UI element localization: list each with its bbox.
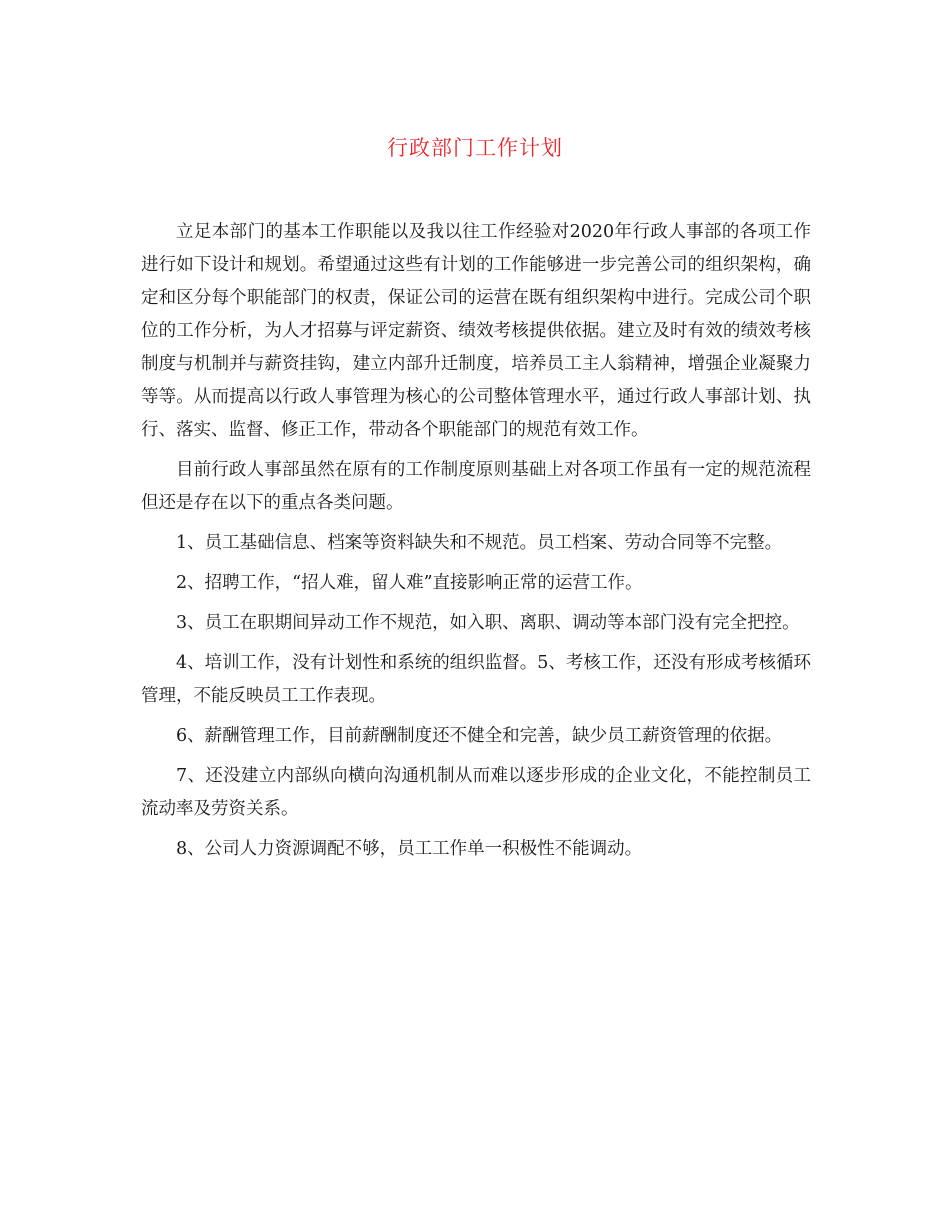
- list-item-3: 3、员工在职期间异动工作不规范，如入职、离职、调动等本部门没有完全把控。: [176, 613, 800, 633]
- list-item-6: 6、薪酬管理工作，目前薪酬制度还不健全和完善，缺少员工薪资管理的依据。: [176, 726, 783, 746]
- list-item-1: 1、员工基础信息、档案等资料缺失和不规范。员工档案、劳动合同等不完整。: [176, 533, 783, 553]
- list-item-7: 7、还没建立内部纵向横向沟通机制从而难以逐步形成的企业文化，不能控制员工流动率及劳资关系。: [141, 766, 811, 819]
- document-body: [141, 216, 811, 873]
- list-item-2: 2、招聘工作，“招人难，留人难”直接影响正常的运营工作。: [176, 573, 643, 593]
- document-title: 行政部门工作计划: [387, 136, 563, 160]
- list-item-8: 8、公司人力资源调配不够，员工工作单一积极性不能调动。: [176, 839, 643, 859]
- list-item-4-5: 4、培训工作，没有计划性和系统的组织监督。5、考核工作，还没有形成考核循环管理，不能反映员工工作表现。: [141, 653, 811, 706]
- problem-summary-paragraph: 目前行政人事部虽然在原有的工作制度原则基础上对各项工作虽有一定的规范流程但还是存在以下的重点各类问题。: [141, 460, 811, 513]
- intro-paragraph: 立足本部门的基本工作职能以及我以往工作经验对2020年行政人事部的各项工作进行如下设计和规划。希望通过这些有计划的工作能够进一步完善公司的组织架构，确定和区分每个职能部门的权责，保证公司的运营在既有组织架构中进行。完成公司个职位的工作分析，为人才招募与评定薪资、绩效考核提供依据。建立及时有效的绩效考核制度与机制并与薪资挂钩，建立内部升迁制度，培养员工主人翁精神，增强企业凝聚力等等。从而提高以行政人事管理为核心的公司整体管理水平，通过行政人事部计划、执行、落实、监督、修正工作，带动各个职能部门的规范有效工作。: [141, 222, 811, 440]
